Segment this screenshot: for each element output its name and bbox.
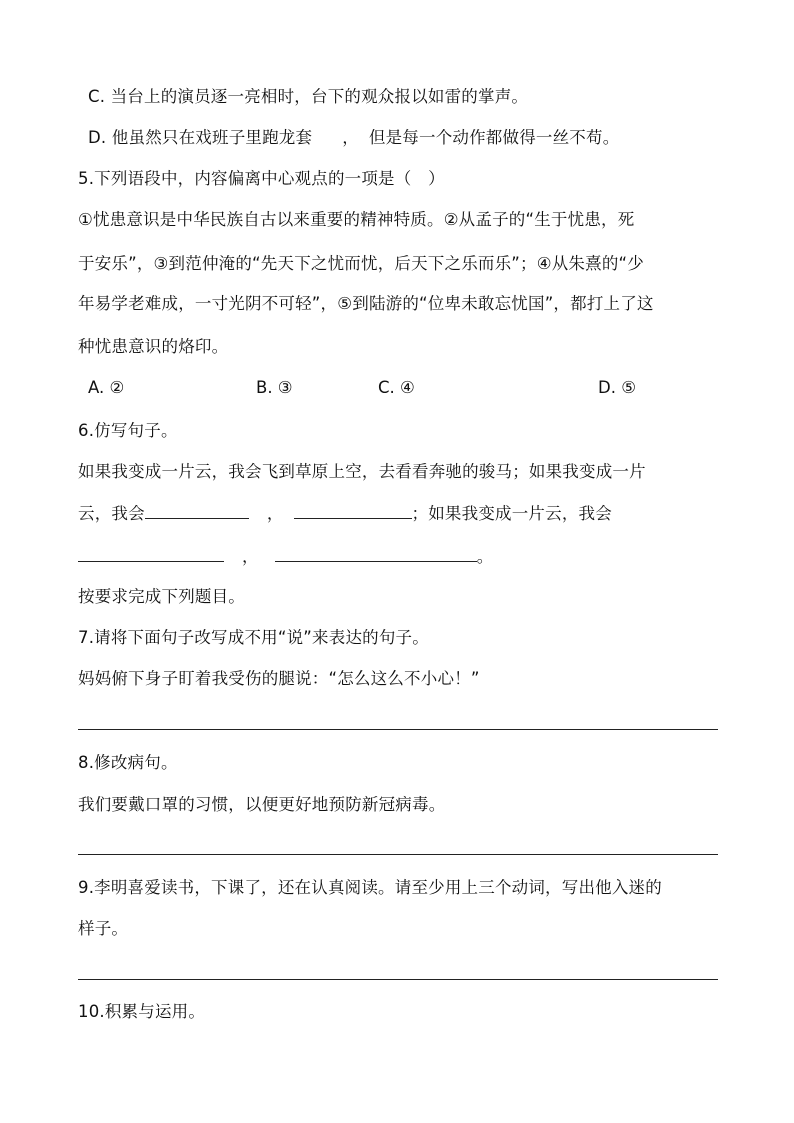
q4-option-d-part2: 但是每一个动作都做得一丝不苟。	[368, 128, 620, 147]
q9-stem-line1: 9.李明喜爱读书，下课了，还在认真阅读。请至少用上三个动词，写出他入迷的	[78, 878, 662, 897]
answer-line[interactable]	[78, 979, 718, 980]
q5-passage-line: 年易学老难成，一寸光阴不可轻”，⑤到陆游的“位卑未敢忘忧国”，都打上了这	[78, 294, 654, 313]
answer-blank[interactable]	[275, 545, 477, 562]
q6-line2-start: 云，我会	[78, 504, 145, 523]
answer-blank[interactable]	[145, 502, 249, 519]
q10-stem: 10.积累与运用。	[78, 1002, 206, 1021]
q4-option-d-part1: D. 他虽然只在戏班子里跑龙套	[88, 128, 313, 147]
q8-stem: 8.修改病句。	[78, 753, 178, 772]
answer-line[interactable]	[78, 729, 718, 730]
q5-option-c[interactable]: C. ④	[378, 378, 415, 397]
q6-line2-end: ；如果我变成一片云，我会	[411, 504, 612, 523]
q5-passage-line: 于安乐”，③到范仲淹的“先天下之忧而忧，后天下之乐而乐”；④从朱熹的“少	[78, 254, 644, 273]
answer-line[interactable]	[78, 854, 718, 855]
q5-option-b[interactable]: B. ③	[256, 378, 293, 397]
q5-passage-line: 种忧患意识的烙印。	[78, 337, 229, 356]
q6-comma: ，	[266, 504, 284, 523]
q5-option-d[interactable]: D. ⑤	[598, 378, 636, 397]
q7-sentence: 妈妈俯下身子盯着我受伤的腿说：“怎么这么不小心！”	[78, 669, 480, 688]
q8-sentence: 我们要戴口罩的习惯，以便更好地预防新冠病毒。	[78, 795, 446, 814]
q9-stem-line2: 样子。	[78, 919, 129, 938]
q5-passage-line: ①忧患意识是中华民族自古以来重要的精神特质。②从孟子的“生于忧患，死	[78, 210, 635, 229]
q6-line1: 如果我变成一片云，我会飞到草原上空，去看看奔驰的骏马；如果我变成一片	[78, 462, 646, 481]
q6-comma: ，	[242, 547, 259, 566]
q7-stem: 7.请将下面句子改写成不用“说”来表达的句子。	[78, 628, 429, 647]
q6-line3	[78, 545, 493, 568]
answer-blank[interactable]	[78, 545, 224, 562]
q6-line2	[78, 502, 612, 525]
section-instruction: 按要求完成下列题目。	[78, 587, 245, 606]
q4-option-d-comma: ，	[342, 128, 359, 147]
q6-stem: 6.仿写句子。	[78, 421, 178, 440]
q4-option-d	[88, 127, 619, 149]
q5-option-a[interactable]: A. ②	[88, 378, 125, 397]
q6-line3-end: 。	[476, 547, 494, 566]
answer-blank[interactable]	[294, 502, 412, 519]
q5-stem: 5.下列语段中，内容偏离中心观点的一项是（ ）	[78, 169, 445, 188]
q4-option-c: C. 当台上的演员逐一亮相时，台下的观众报以如雷的掌声。	[88, 87, 529, 106]
